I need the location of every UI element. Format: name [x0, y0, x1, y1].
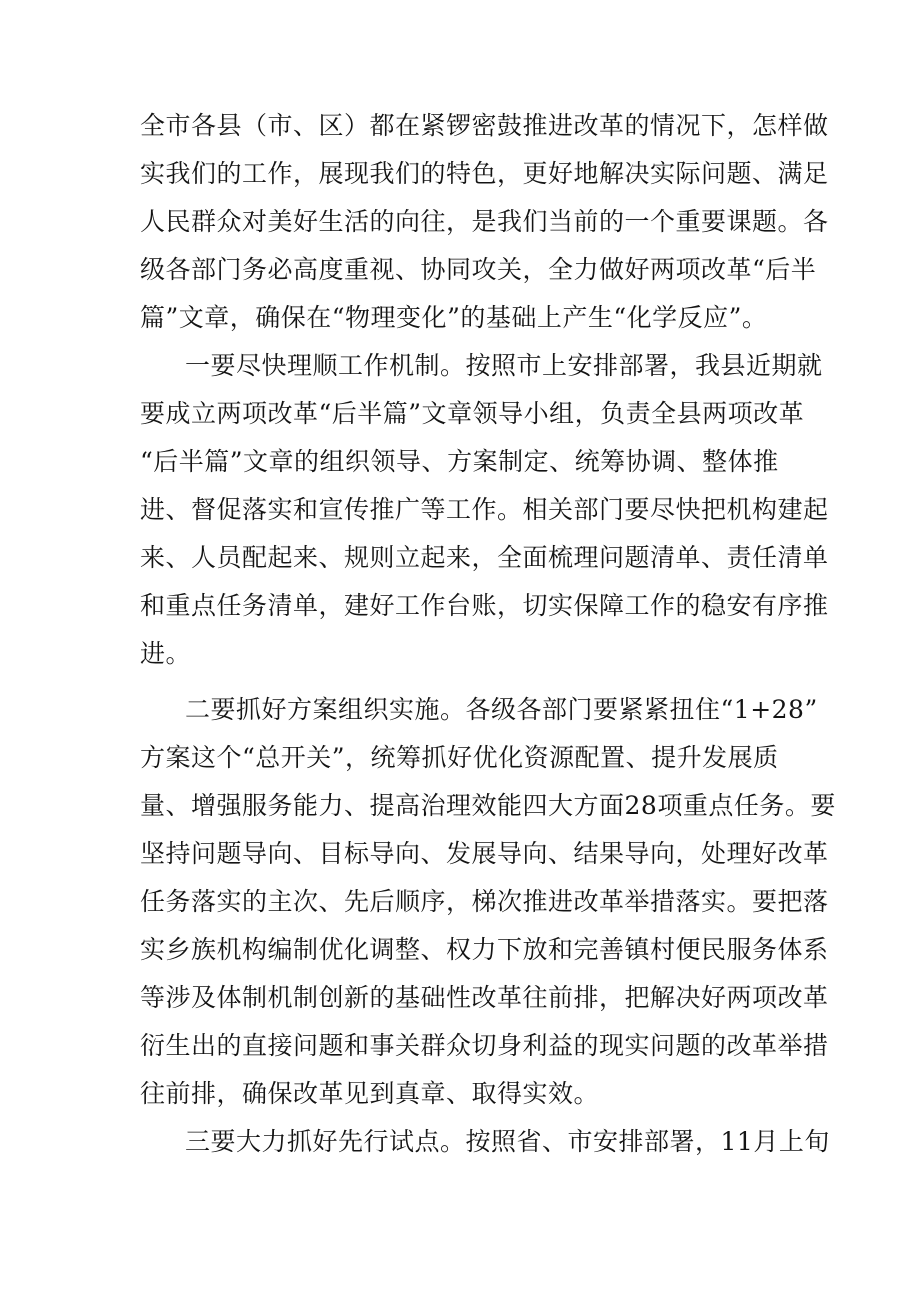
text-line: 衍生出的直接问题和事关群众切身利益的现实问题的改革举措: [140, 1031, 829, 1060]
text-line: 三要大力抓好先行试点。按照省、市安排部署，11月上旬: [185, 1127, 830, 1156]
text-line: 实我们的工作，展现我们的特色，更好地解决实际问题、满足: [140, 159, 829, 188]
text-line: 等涉及体制机制创新的基础性改革往前排，把解决好两项改革: [140, 983, 829, 1012]
text-line: 量、增强服务能力、提高治理效能四大方面28项重点任务。要: [140, 791, 836, 820]
text-line: 往前排，确保改革见到真章、取得实效。: [140, 1079, 600, 1108]
text-line: 方案这个“总开关”，统筹抓好优化资源配置、提升发展质: [140, 743, 779, 772]
text-line: 进。: [140, 639, 192, 668]
text-line: 要成立两项改革“后半篇”文章领导小组，负责全县两项改革: [140, 399, 805, 428]
text-line: 和重点任务清单，建好工作台账，切实保障工作的稳安有序推: [140, 591, 829, 620]
text-line: 坚持问题导向、目标导向、发展导向、结果导向，处理好改革: [140, 839, 829, 868]
text-line: 篇”文章，确保在“物理变化”的基础上产生“化学反应”。: [140, 303, 768, 332]
text-line: 人民群众对美好生活的向往，是我们当前的一个重要课题。各: [140, 207, 829, 236]
text-line: 一要尽快理顺工作机制。按照市上安排部署，我县近期就: [185, 351, 823, 380]
text-line: 任务落实的主次、先后顺序，梯次推进改革举措落实。要把落: [140, 887, 829, 916]
text-line: 全市各县（市、区）都在紧锣密鼓推进改革的情况下，怎样做: [140, 111, 829, 140]
text-line: 实乡族机构编制优化调整、权力下放和完善镇村便民服务体系: [140, 935, 829, 964]
text-line: 来、人员配起来、规则立起来，全面梳理问题清单、责任清单: [140, 543, 829, 572]
text-line: 二要抓好方案组织实施。各级各部门要紧紧扭住“1+28”: [185, 695, 818, 724]
text-line: “后半篇”文章的组织领导、方案制定、统筹协调、整体推: [140, 447, 779, 476]
text-line: 进、督促落实和宣传推广等工作。相关部门要尽快把机构建起: [140, 495, 829, 524]
text-line: 级各部门务必高度重视、协同攻关，全力做好两项改革“后半: [140, 255, 817, 284]
